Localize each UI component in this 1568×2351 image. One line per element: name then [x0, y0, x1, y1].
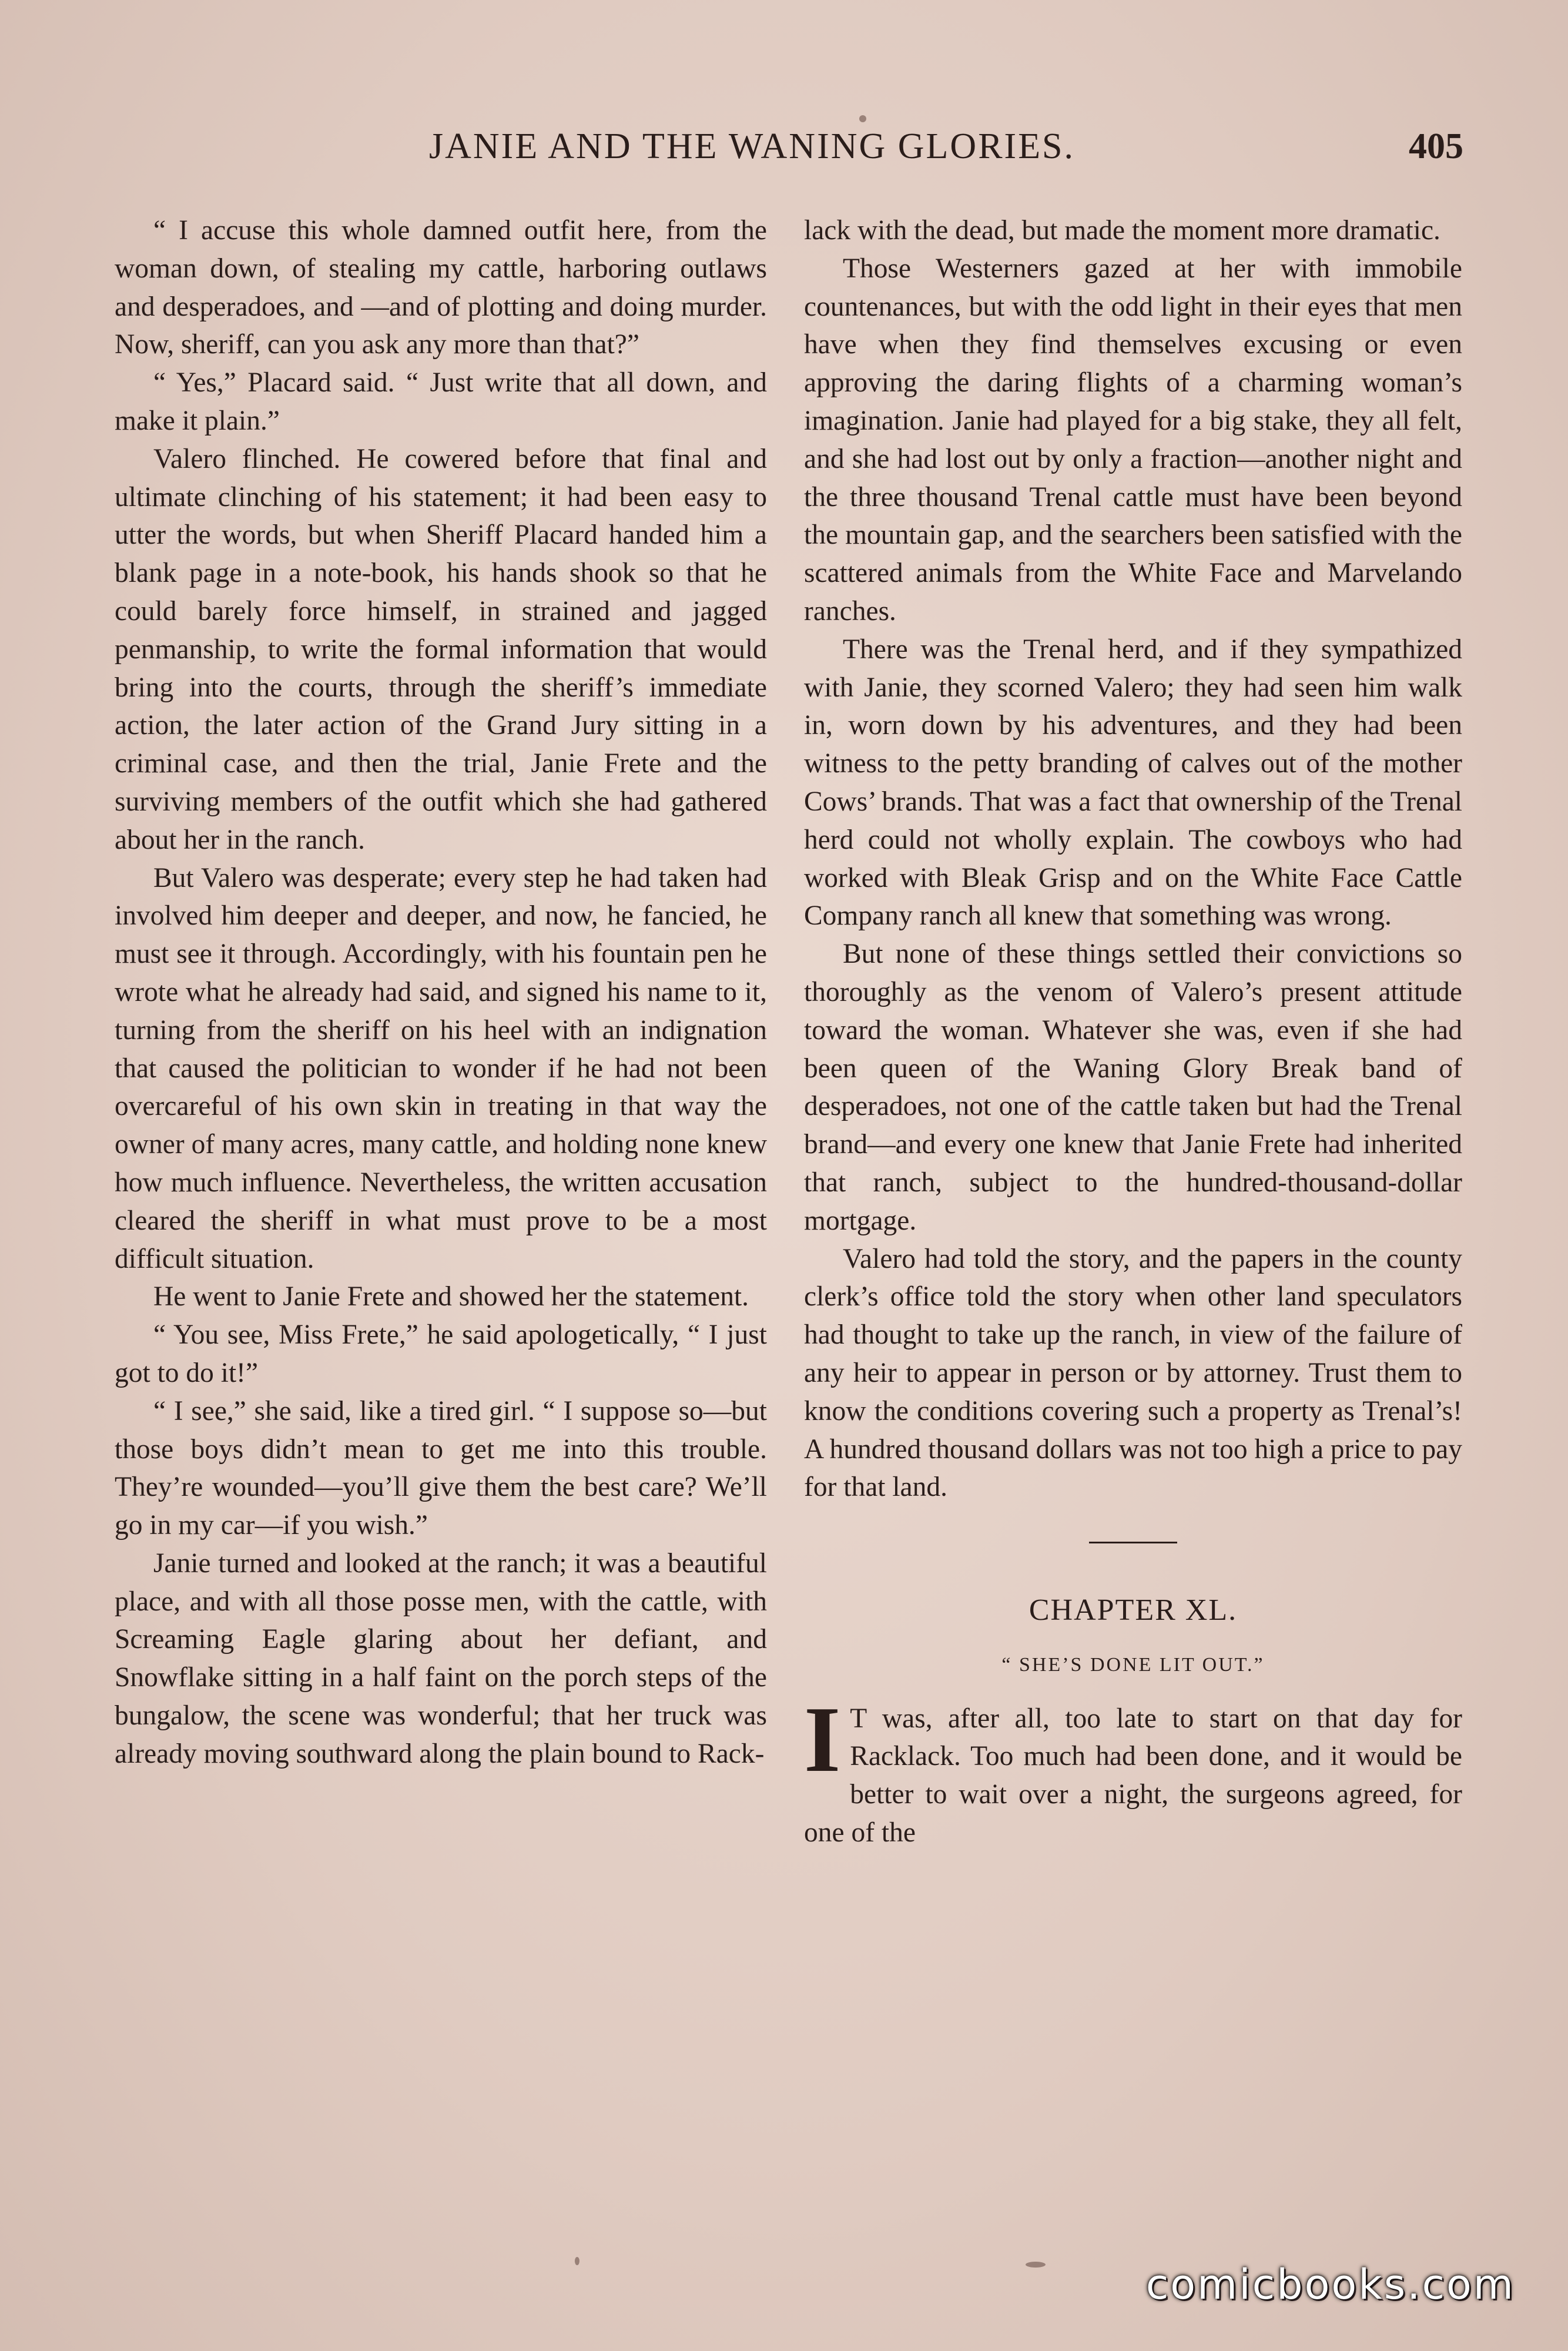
print-speck	[1026, 2262, 1046, 2268]
page-number: 405	[1409, 126, 1463, 166]
right-column	[804, 212, 1462, 2222]
print-speck	[859, 115, 866, 122]
paragraph: Valero flinched. He cowered before that final and ultimate clinching of his statement; it had been easy to utter the words, but when Sheriff Placard handed him a blank page in a note-book, his hands shook so that he could barely force himself, in strained and jagged penmanship, to write the formal information that would bring into the courts, through the sheriff’s immediate action, the later action of the Grand Jury sitting in a criminal case, and then the trial, Janie Frete and the surviving members of the outfit which she had gathered about her in the ranch.	[115, 443, 767, 855]
running-title: JANIE AND THE WANING GLORIES.	[429, 126, 1076, 166]
paragraph: “ You see, Miss Frete,” he said apologetically, “ I just got to do it!”	[115, 1319, 767, 1388]
drop-cap: I	[804, 1686, 841, 1791]
chapter-title: CHAPTER XL.	[1028, 1593, 1238, 1627]
paragraph: Janie turned and looked at the ranch; it was a beautiful place, and with all those posse men, with the cattle, with Screaming Eagle glaring about her defiant, and Snowflake sitting in a half faint on the porch steps of the bungalow, the scene was wonderful; that her truck was already moving southward along the plain bound to Rack-	[115, 1548, 767, 1769]
paragraph: “ Yes,” Placard said. “ Just write that all down, and make it plain.”	[115, 367, 767, 436]
watermark-logo: comicbooks.com	[1145, 2260, 1515, 2309]
chapter-subtitle: “ SHE’S DONE LIT OUT.”	[1001, 1653, 1265, 1676]
page-header	[112, 126, 1463, 179]
left-column	[115, 212, 767, 2222]
paragraph: lack with the dead, but made the moment more dramatic.	[804, 215, 1440, 246]
paragraph: Valero had told the story, and the papers in the county clerk’s office told the story when other land speculators had thought to take up the ranch, in view of the failure of any heir to appear in person or by attorney. Trust them to know the conditions covering such a property as Trenal’s! A hundred thousand dollars was not too high a price to pay for that land.	[804, 1243, 1462, 1503]
paragraph: “ I see,” she said, like a tired girl. “ I suppose so—but those boys didn’t mean to get me into this trouble. They’re wounded—you’ll give them the best care? We’ll go in my car—if you wish.”	[115, 1395, 767, 1541]
paragraph: There was the Trenal herd, and if they sympathized with Janie, they scorned Valero; they had seen him walk in, worn down by his adventures, and they had been witness to the petty branding of calves out of the mother Cows’ brands. That was a fact that ownership of the Trenal herd could not wholly explain. The cowboys who had worked with Bleak Grisp and on the White Face Cattle Company ranch all knew that something was wrong.	[804, 634, 1462, 932]
paragraph: “ I accuse this whole damned outfit here, from the woman down, of stealing my cattle, harboring outlaws and desperadoes, and —and of plotting and doing murder. Now, sheriff, can you ask any more than that?”	[115, 215, 767, 360]
section-divider	[1089, 1542, 1177, 1543]
chapter-opening-text: T was, after all, too late to start on that day for Racklack. Too much had been done, and it would be better to wait over a night, the surgeons agreed, for one of the	[804, 1703, 1462, 1848]
chapter-opening	[804, 1686, 1462, 1852]
paragraph: He went to Janie Frete and showed her the statement.	[153, 1281, 749, 1312]
paragraph: But Valero was desperate; every step he had taken had involved him deeper and deeper, and now, he fancied, he must see it through. Accordingly, with his fountain pen he wrote what he already had said, and signed his name to it, turning from the sheriff on his heel with an indignation that caused the politician to wonder if he had not been overcareful of his own skin in treating in that way the owner of many acres, many cattle, and holding none knew how much influence. Nevertheless, the written accusation cleared the sheriff in what must prove to be a most difficult situation.	[115, 862, 767, 1274]
print-speck	[575, 2257, 579, 2265]
paragraph: Those Westerners gazed at her with immobile countenances, but with the odd light in their eyes that men have when they find themselves excusing or even approving the daring flights of a charming woman’s imagination. Janie had played for a big stake, they all felt, and she had lost out by only a fraction—another night and the three thousand Trenal cattle must have been beyond the mountain gap, and the searchers been satisfied with the scattered animals from the White Face and Marvelando ranches.	[804, 253, 1462, 627]
paragraph: But none of these things settled their convictions so thoroughly as the venom of Valero’s present attitude toward the woman. Whatever she was, even if she had been queen of the Waning Glory Break band of desperadoes, not one of the cattle taken but had the Trenal brand—and every one knew that Janie Frete had inherited that ranch, subject to the hundred-thousand-dollar mortgage.	[804, 939, 1462, 1236]
